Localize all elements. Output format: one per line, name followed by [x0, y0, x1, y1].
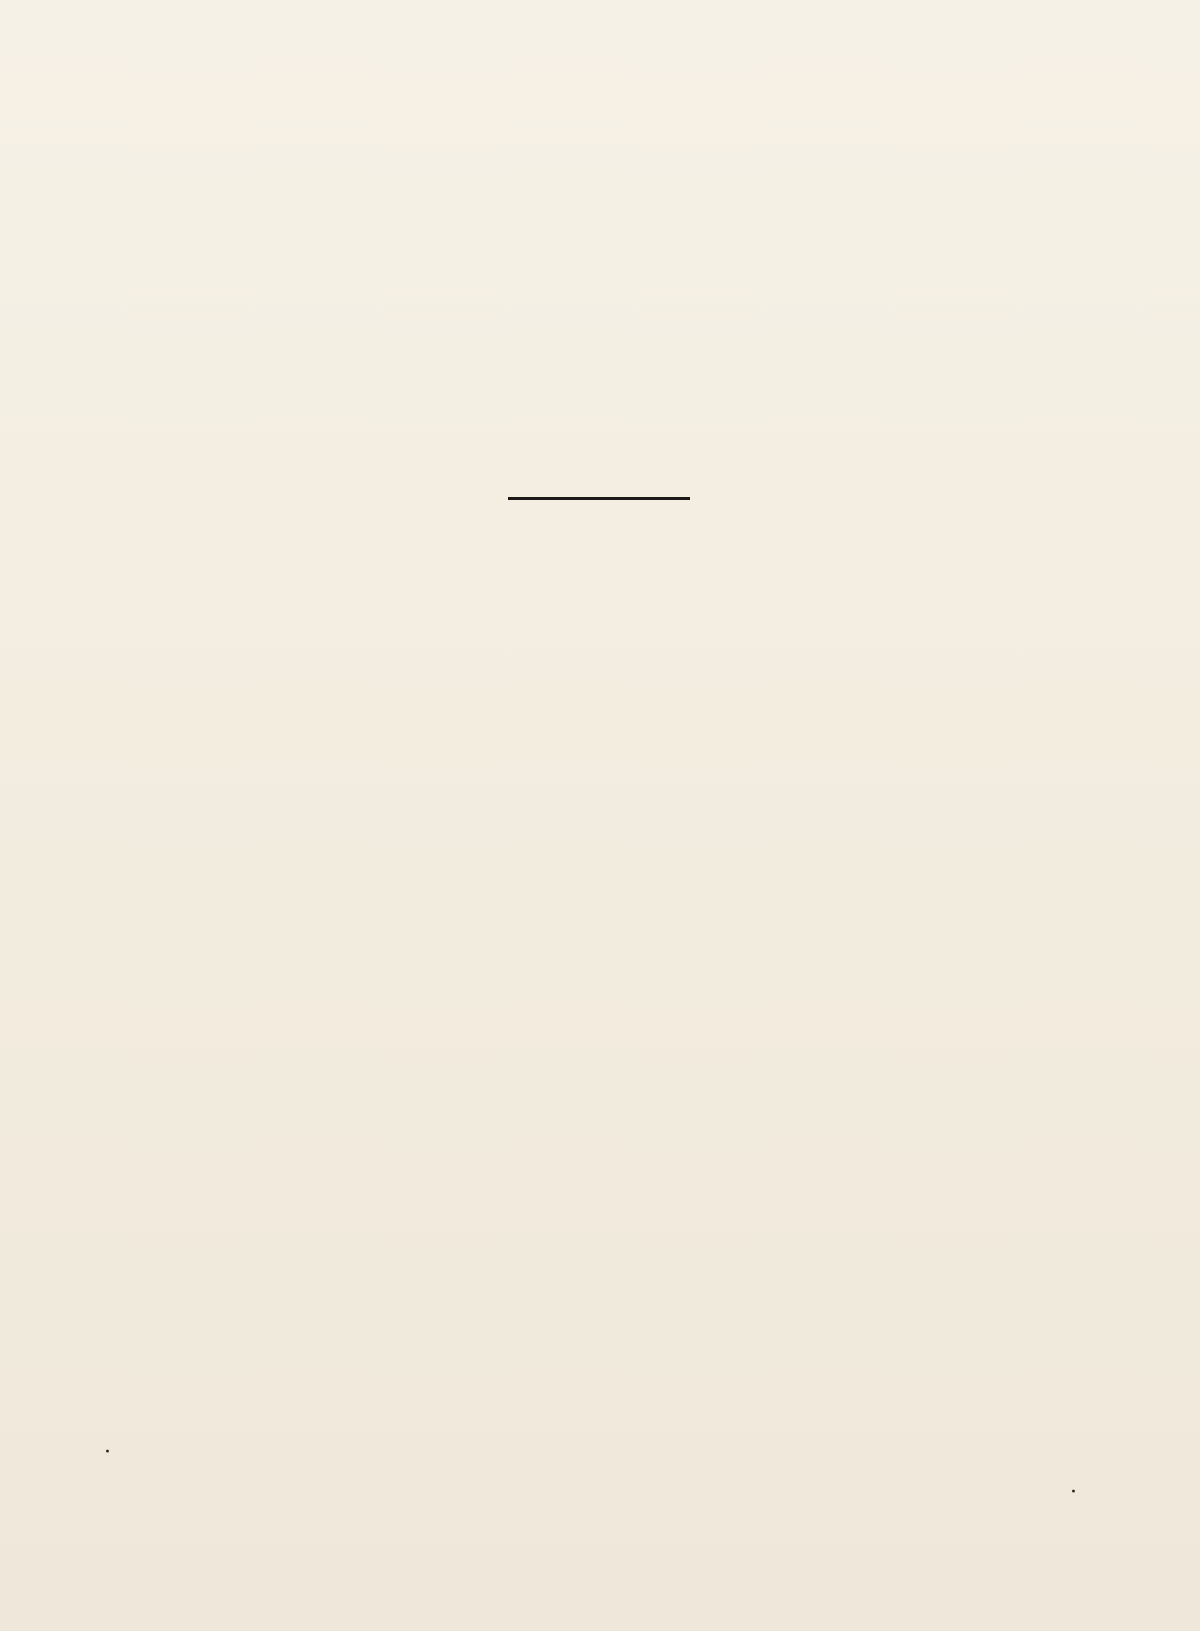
page-speck: ·: [1070, 1480, 1077, 1505]
section-divider: [508, 497, 690, 500]
page-speck: ·: [104, 1440, 111, 1465]
